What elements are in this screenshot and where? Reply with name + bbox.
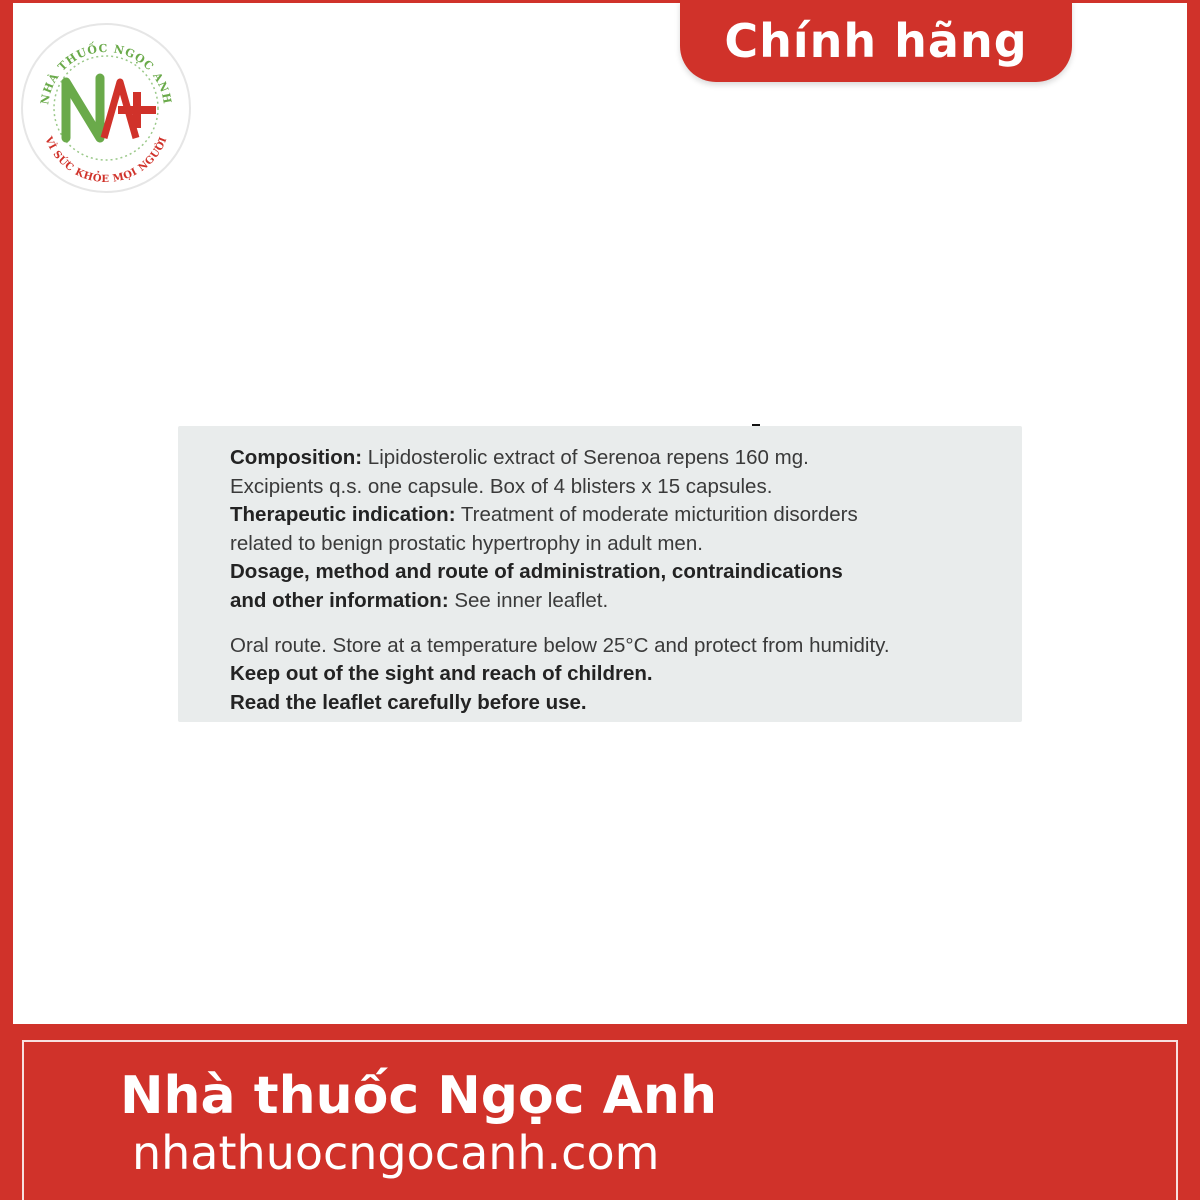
storage-line: Oral route. Store at a temperature below 25°C and protect from humidity. — [230, 633, 890, 657]
indication-line — [230, 501, 890, 530]
indication-line-2: related to benign prostatic hypertrophy in adult men. — [230, 531, 703, 555]
website-link[interactable]: nhathuocngocanh.com — [132, 1126, 660, 1180]
dosage-line — [230, 558, 890, 587]
composition-text: Lipidosterolic extract of Serenoa repens 160 mg. — [362, 446, 809, 469]
product-label — [178, 426, 1022, 722]
dosage-heading: Dosage, method and route of administration, contraindications — [230, 560, 843, 584]
warning-children-line — [230, 660, 890, 689]
paragraph-gap — [230, 616, 890, 632]
other-info-line — [230, 587, 890, 616]
authentic-badge — [680, 0, 1072, 82]
pharmacy-logo — [20, 22, 192, 194]
warning-leaflet: Read the leaflet carefully before use. — [230, 690, 587, 714]
excipients-line: Excipients q.s. one capsule. Box of 4 blisters x 15 capsules. — [230, 474, 773, 498]
warning-leaflet-line — [230, 689, 890, 718]
logo-top-text: NHÀ THUỐC NGỌC ANH — [38, 41, 174, 106]
badge-label: Chính hãng — [724, 14, 1028, 68]
composition-line — [230, 444, 890, 473]
other-text: See inner leaflet. — [448, 588, 609, 612]
label-text-block — [230, 444, 890, 717]
indication-heading: Therapeutic indication: — [230, 503, 456, 527]
warning-children: Keep out of the sight and reach of children. — [230, 662, 653, 686]
composition-heading: Composition: — [230, 446, 363, 469]
other-heading: and other information: — [230, 588, 449, 612]
indication-text: Treatment of moderate micturition disorders — [455, 503, 858, 527]
logo-bottom-text: VÌ SỨC KHỎE MỌI NGƯỜI — [42, 135, 170, 186]
pharmacy-name: Nhà thuốc Ngọc Anh — [120, 1066, 717, 1126]
